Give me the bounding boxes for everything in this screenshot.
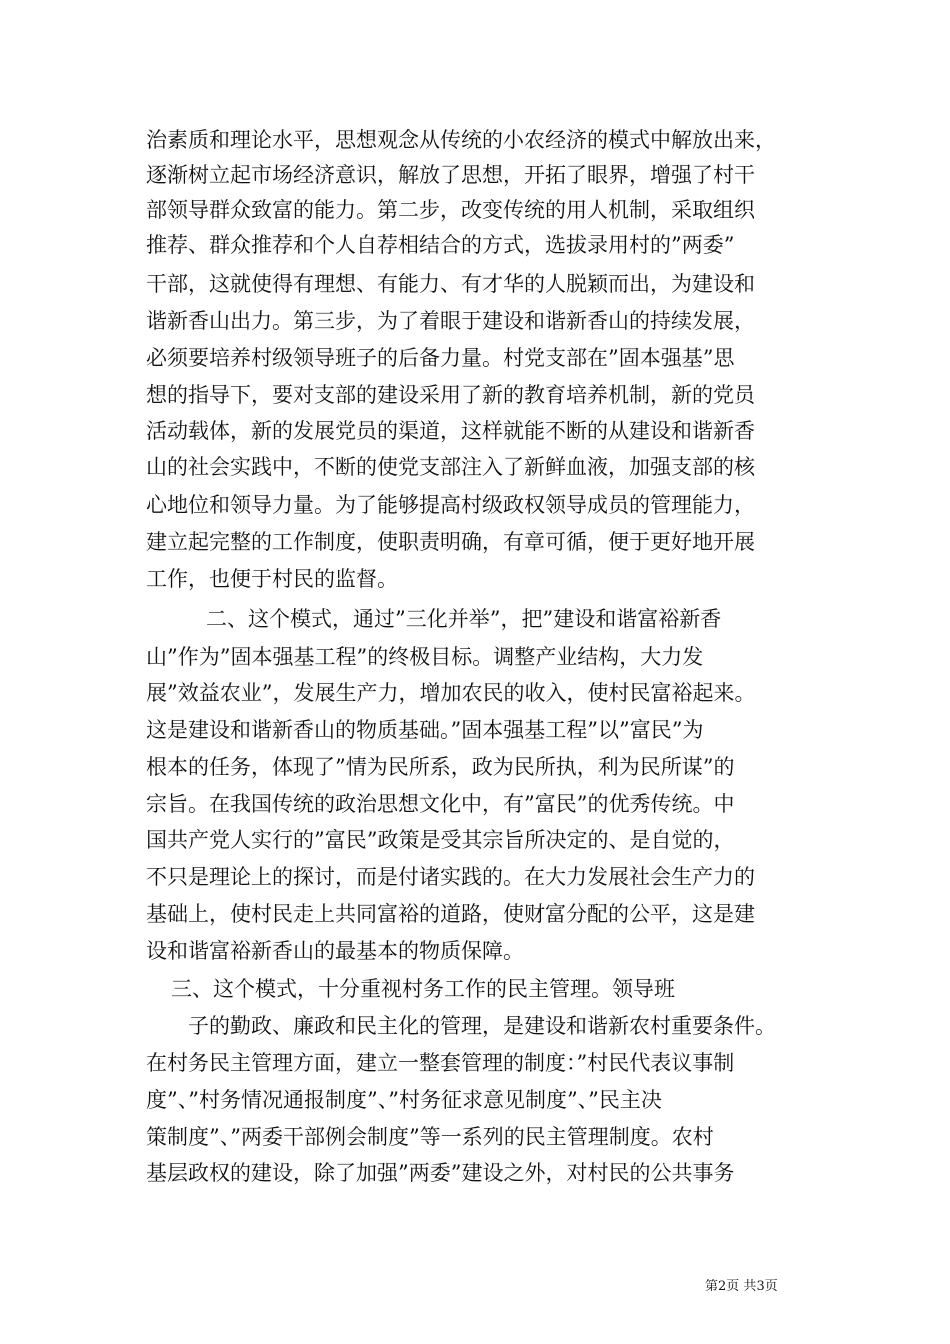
text-line: 部领导群众致富的能力。第二步，改变传统的用人机制，采取组织 xyxy=(146,198,755,222)
text-line: 工作，也便于村民的监督。 xyxy=(146,567,398,591)
text-line: 干部，这就使得有理想、有能力、有才华的人脱颖而出，为建设和 xyxy=(146,272,755,296)
footer-middle: 页 共 xyxy=(726,1279,757,1294)
text-line: 不只是理论上的探讨，而是付诸实践的。在大力发展社会生产力的 xyxy=(146,865,755,889)
paragraph-four-first-line: 子的勤政、廉政和民主化的管理，是建设和谐新农村重要条件。 xyxy=(188,1014,776,1038)
text-line: 展”效益农业”，发展生产力，增加农民的收入，使村民富裕起来。 xyxy=(146,681,756,705)
text-line: 治素质和理论水平，思想观念从传统的小农经济的模式中解放出来， xyxy=(146,128,776,152)
text-line: 山的社会实践中，不断的使党支部注入了新鲜血液，加强支部的核 xyxy=(146,455,755,479)
text-line: 宗旨。在我国传统的政治思想文化中，有”富民”的优秀传统。中 xyxy=(146,792,735,816)
footer-current-page: 2 xyxy=(718,1279,727,1294)
page-number-footer xyxy=(705,1277,845,1297)
text-line: 想的指导下，要对支部的建设采用了新的教育培养机制，新的党员 xyxy=(146,383,755,407)
text-line: 心地位和领导力量。为了能够提高村级政权领导成员的管理能力， xyxy=(146,493,755,517)
text-line: 在村务民主管理方面，建立一整套管理的制度：”村民代表议事制 xyxy=(146,1051,735,1075)
text-line: 基础上，使村民走上共同富裕的道路，使财富分配的公平，这是建 xyxy=(146,902,755,926)
text-line: 设和谐富裕新香山的最基本的物质保障。 xyxy=(146,939,524,963)
text-line: 谐新香山出力。第三步，为了着眼于建设和谐新香山的持续发展， xyxy=(146,309,755,333)
text-line: 建立起完整的工作制度，使职责明确，有章可循，便于更好地开展 xyxy=(146,530,755,554)
footer-total-pages: 3 xyxy=(756,1279,765,1294)
text-line: 必须要培养村级领导班子的后备力量。村党支部在”固本强基”思 xyxy=(146,346,735,370)
text-line: 根本的任务，体现了”情为民所系，政为民所执，利为民所谋”的 xyxy=(146,755,735,779)
text-line: 度”、”村务情况通报制度”、”村务征求意见制度”、”民主决 xyxy=(146,1088,662,1112)
text-line: 这是建设和谐新香山的物质基础。”固本强基工程”以”富民”为 xyxy=(146,718,704,742)
text-line: 策制度”、”两委干部例会制度”等一系列的民主管理制度。农村 xyxy=(146,1125,714,1149)
footer-prefix: 第 xyxy=(705,1279,719,1294)
text-line: 推荐、群众推荐和个人自荐相结合的方式，选拔录用村的”两委” xyxy=(146,233,735,257)
paragraph-three-first-line: 三、这个模式，十分重视村务工作的民主管理。领导班 xyxy=(171,977,675,1001)
text-line: 国共产党人实行的”富民”政策是受其宗旨所决定的、是自觉的， xyxy=(146,828,735,852)
text-line: 活动载体，新的发展党员的渠道，这样就能不断的从建设和谐新香 xyxy=(146,419,755,443)
text-line: 逐渐树立起市场经济意识，解放了思想，开拓了眼界，增强了村干 xyxy=(146,163,755,187)
paragraph-two-first-line: 二、这个模式，通过”三化并举”，把”建设和谐富裕新香 xyxy=(206,607,722,631)
text-line: 山”作为”固本强基工程”的终极目标。调整产业结构，大力发 xyxy=(146,645,704,669)
text-line: 基层政权的建设，除了加强”两委”建设之外，对村民的公共事务 xyxy=(146,1161,735,1185)
footer-suffix: 页 xyxy=(764,1279,778,1294)
